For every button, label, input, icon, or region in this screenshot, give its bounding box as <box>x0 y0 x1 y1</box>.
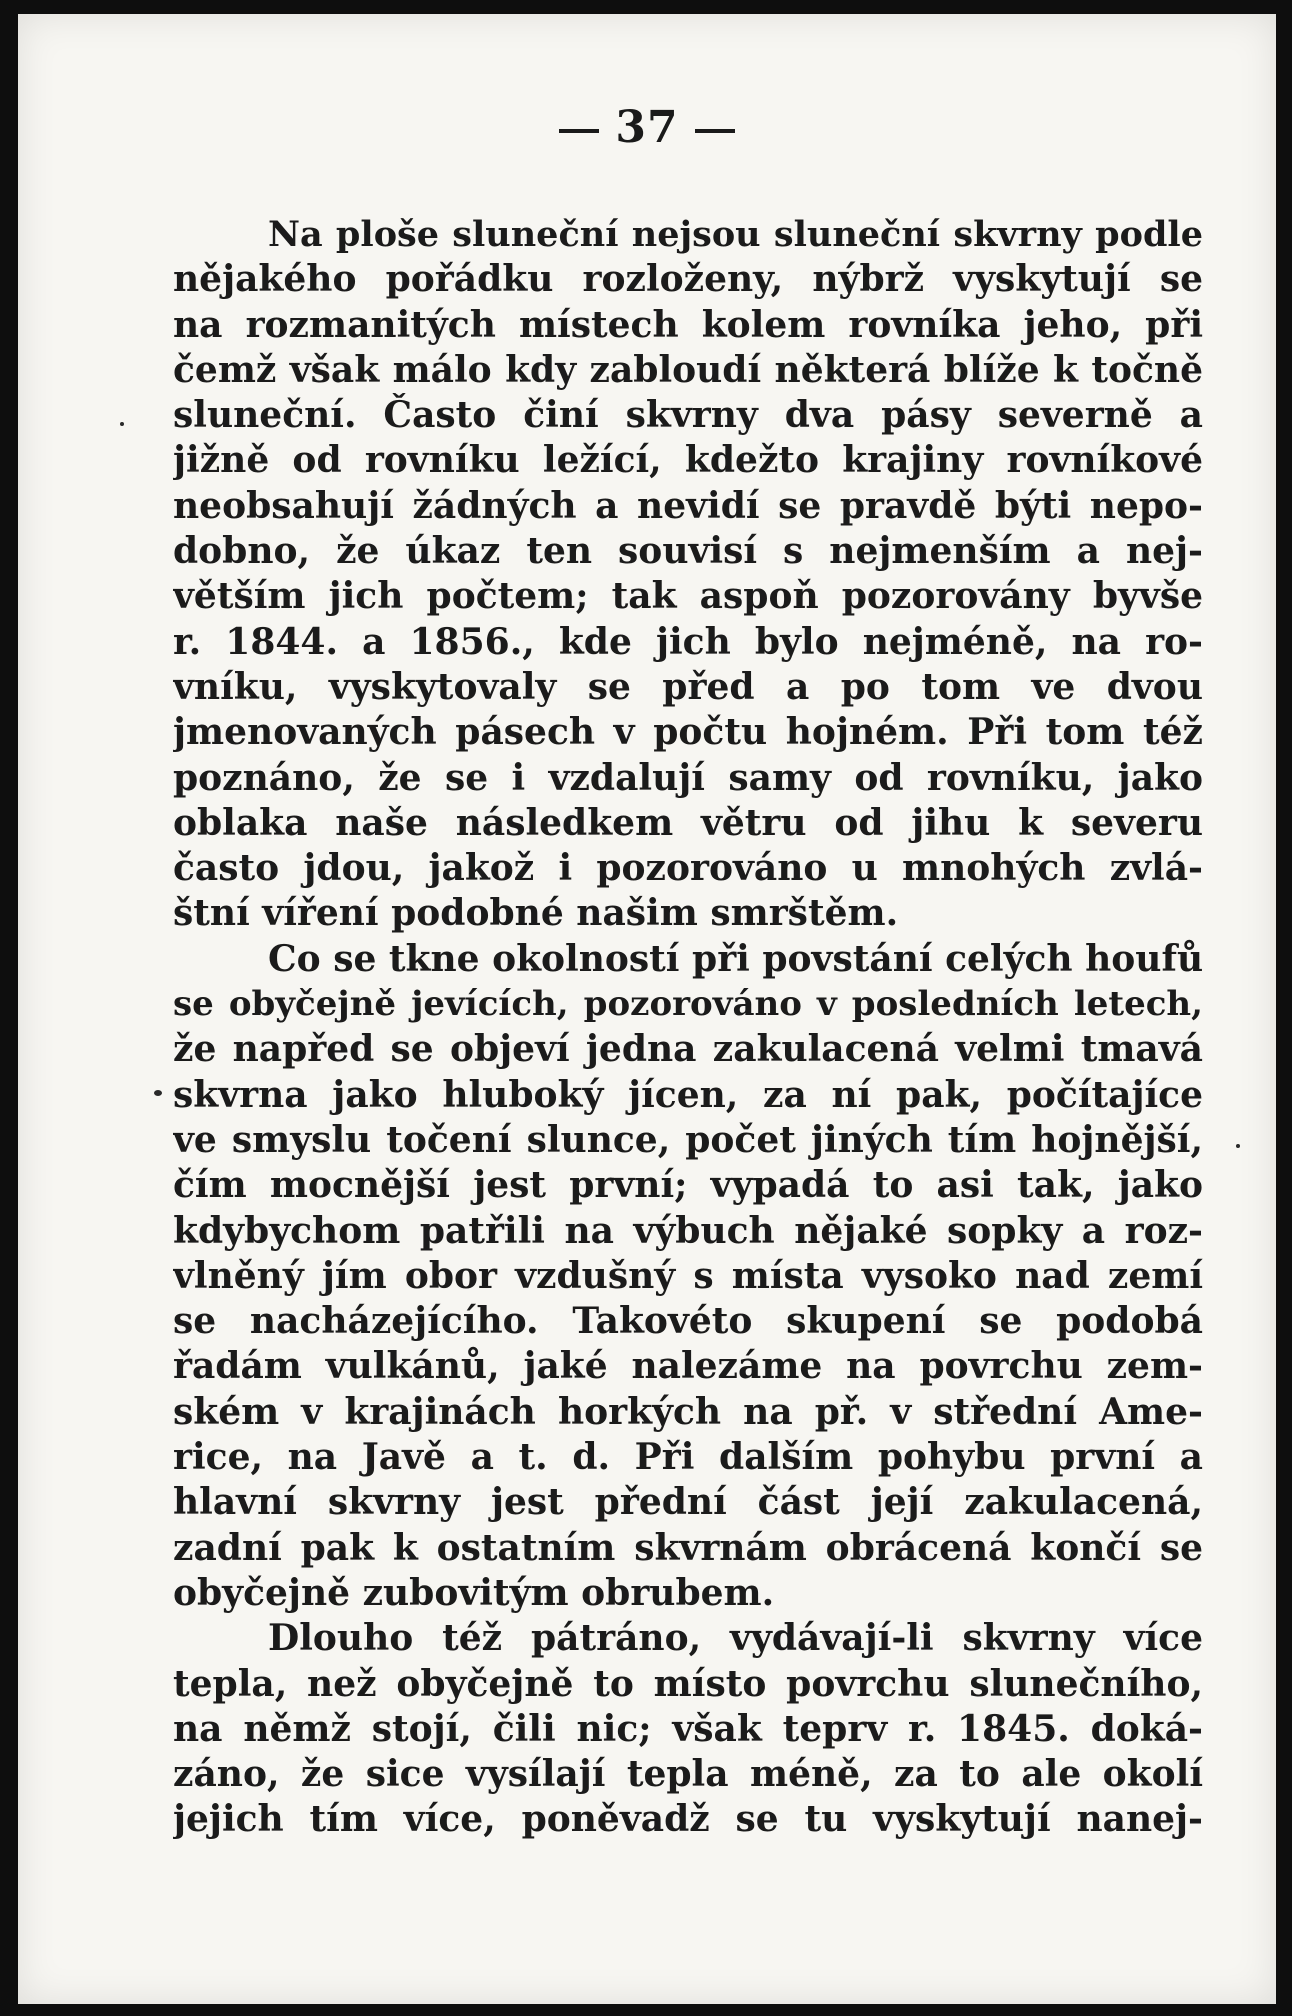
text-line: jejich tím více, poněvadž se tu vyskytují nanej- <box>173 1798 1203 1841</box>
text-line: se obyčejně jevících, pozorováno v posledních letech, <box>173 984 1203 1025</box>
text-line: neobsahují žádných a nevidí se pravdě býti nepo- <box>173 484 1203 527</box>
text-line: na němž stojí, čili nic; však teprv r. 1845. doká- <box>173 1707 1203 1750</box>
body-text <box>173 212 1203 1843</box>
text-line: skvrna jako hluboký jícen, za ní pak, počítajíce <box>173 1073 1203 1116</box>
page-number-value: 37 <box>615 102 679 153</box>
text-line: rice, na Javě a t. d. Při dalším pohybu první a <box>173 1436 1203 1479</box>
text-line: tepla, než obyčejně to místo povrchu slunečního, <box>173 1662 1203 1705</box>
print-speck <box>120 422 124 426</box>
text-line: oblaka naše následkem větru od jihu k severu <box>173 801 1203 844</box>
text-line: poznáno, že se i vzdalují samy od rovníku, jako <box>173 756 1203 799</box>
text-line: čemž však málo kdy zabloudí některá blíže k točně <box>173 348 1203 391</box>
text-line: se nacházejícího. Takovéto skupení se podobá <box>173 1300 1203 1343</box>
text-line: na rozmanitých místech kolem rovníka jeho, při <box>173 303 1203 346</box>
text-line: řadám vulkánů, jaké nalezáme na povrchu zem- <box>173 1345 1203 1388</box>
print-speck <box>154 1090 162 1096</box>
text-line: jižně od rovníku ležící, kdežto krajiny rovníkové <box>173 439 1203 482</box>
text-line: Dlouho též pátráno, vydávají-li skvrny více <box>268 1617 1203 1660</box>
text-line: obyčejně zubovitým obrubem. <box>173 1571 775 1614</box>
text-line: hlavní skvrny jest přední část její zakulacená, <box>173 1481 1203 1524</box>
text-line: vlněný jím obor vzdušný s místa vysoko nad zemí <box>173 1254 1203 1297</box>
text-line: často jdou, jakož i pozorováno u mnohých zvlá- <box>173 847 1203 890</box>
text-line: nějakého pořádku rozloženy, nýbrž vyskytují se <box>173 258 1203 301</box>
text-line: větším jich počtem; tak aspoň pozorovány byvše <box>173 575 1203 618</box>
text-line: štní víření podobné našim smrštěm. <box>173 892 899 935</box>
text-line: ve smyslu točení slunce, počet jiných tím hojnější, <box>173 1118 1203 1161</box>
text-line: ském v krajinách horkých na př. v střední Ame- <box>173 1390 1203 1433</box>
page-number-dash-right <box>695 129 735 133</box>
print-speck <box>1236 1144 1240 1148</box>
book-page <box>18 14 1276 2004</box>
text-line: že napřed se objeví jedna zakulacená velmi tmavá <box>173 1028 1203 1071</box>
text-line: zadní pak k ostatním skvrnám obrácená končí se <box>173 1526 1203 1569</box>
text-line: vníku, vyskytovaly se před a po tom ve dvou <box>173 665 1203 708</box>
text-line: Co se tkne okolností při povstání celých houfů <box>268 937 1203 980</box>
text-line: sluneční. Často činí skvrny dva pásy severně a <box>173 394 1203 437</box>
text-line: záno, že sice vysílají tepla méně, za to ale okolí <box>173 1753 1203 1796</box>
text-line: kdybychom patřili na výbuch nějaké sopky a roz- <box>173 1209 1203 1252</box>
page-number <box>18 102 1276 153</box>
text-line: Na ploše sluneční nejsou sluneční skvrny podle <box>268 214 1203 255</box>
text-line: čím mocnější jest první; vypadá to asi tak, jako <box>173 1164 1203 1207</box>
page-number-dash-left <box>559 129 599 133</box>
text-line: dobno, že úkaz ten souvisí s nejmenším a nej- <box>173 530 1203 573</box>
text-line: r. 1844. a 1856., kde jich bylo nejméně, na ro- <box>173 620 1203 663</box>
text-line: jmenovaných pásech v počtu hojném. Při tom též <box>173 711 1203 754</box>
